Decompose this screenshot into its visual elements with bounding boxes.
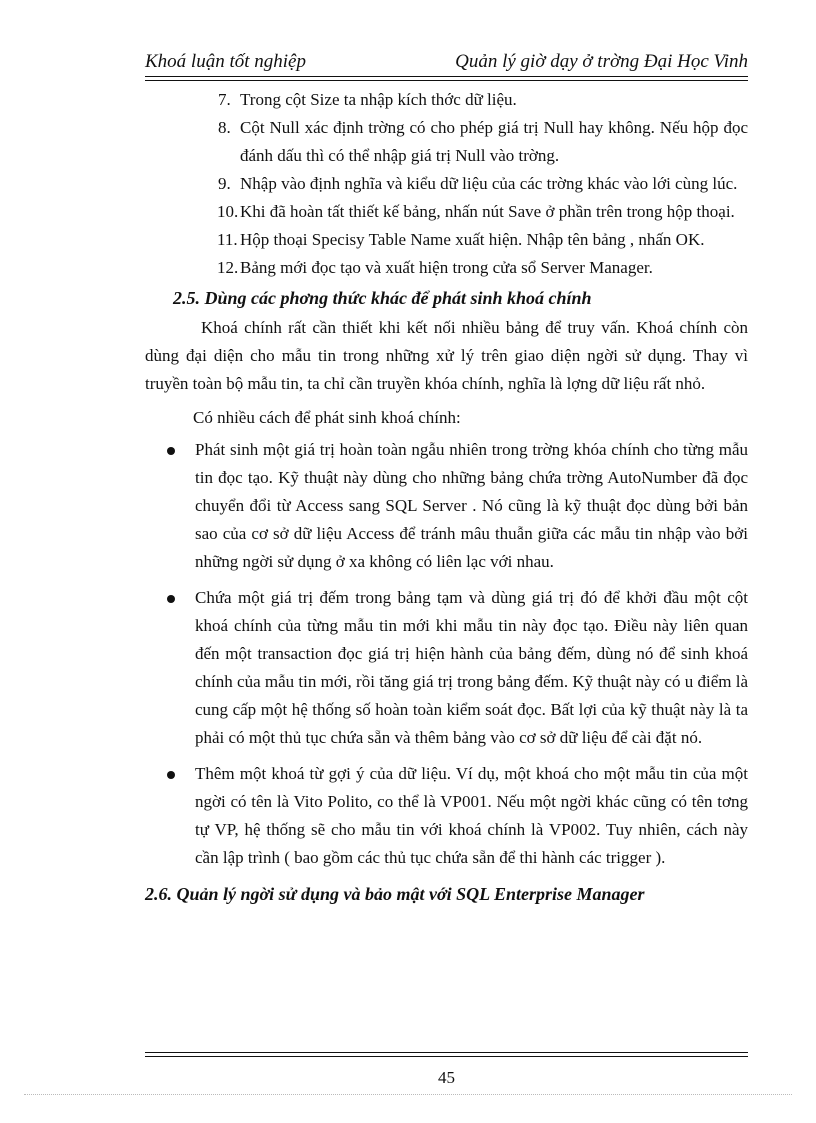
header-right-text: Quản lý giờ dạy ở trờng Đại Học Vinh (455, 51, 748, 72)
list-item-number: 8. (218, 118, 231, 137)
bullet-dot-icon (167, 595, 175, 603)
section-2-6-heading: 2.6. Quản lý ngời sử dụng và bảo mật với SQL Enterprise Manager (145, 884, 645, 904)
header-left-text: Khoá luận tốt nghiệp (145, 51, 306, 72)
list-item-text: Nhập vào định nghĩa và kiểu dữ liệu của các trờng khác vào lới cùng lúc. (240, 174, 738, 193)
page-number: 45 (438, 1068, 455, 1087)
footer-rule-double (145, 1056, 748, 1057)
list-item-number: 7. (218, 90, 231, 109)
header-rule (145, 76, 748, 77)
bullet-dot-icon (167, 447, 175, 455)
bullet-text: Phát sinh một giá trị hoàn toàn ngẫu nhiên trong trờng khóa chính cho từng mẫu tin đọc tạo. Kỹ thuật này dùng cho những bảng chứa trờng AutoNumber đã đọc chuyển đổi từ Access sang SQL Server . Nó cũng là kỹ thuật đọc dùng bởi bản sao của cơ sở dữ liệu Access để tránh mâu thuẫn giữa các mẫu tin nhập vào bởi những ngời sử dụng ở xa không có liên lạc với nhau. (195, 440, 748, 571)
list-item-text: Khi đã hoàn tất thiết kế bảng, nhấn nút Save ở phần trên trong hộp thoại. (240, 202, 735, 221)
list-item (145, 86, 748, 114)
page-content (145, 86, 748, 910)
list-item-text: Cột Null xác định trờng có cho phép giá trị Null hay không. Nếu hộp đọc đánh dấu thì có thể nhập giá trị Null vào trờng. (240, 118, 748, 165)
list-item-text: Trong cột Size ta nhập kích thớc dữ liệu. (240, 90, 517, 109)
bullet-item (145, 760, 748, 872)
list-item (145, 114, 748, 170)
section-2-5-intro: Có nhiều cách để phát sinh khoá chính: (193, 408, 461, 427)
bullet-item (145, 436, 748, 576)
list-item-number: 10. (217, 202, 239, 221)
list-item (145, 170, 748, 198)
header-rule-double (145, 80, 748, 81)
bullet-item (145, 584, 748, 752)
page-bottom-dotted-line (24, 1094, 792, 1095)
bullet-text: Chứa một giá trị đếm trong bảng tạm và dùng giá trị đó để khởi đầu một cột khoá chính của từng mẫu tin mới khi mẫu tin này đọc tạo. Điều này liên quan đến một transaction đọc giá trị hiện hành của bảng đếm, dùng nó để sinh khoá chính của mẫu tin mới, rồi tăng giá trị trong bảng đếm. Kỹ thuật này có u điểm là cung cấp một hệ thống số hoàn toàn kiểm soát đọc. Bất lợi của kỹ thuật này là ta phải có một thủ tục chứa sẵn và thêm bảng vào cơ sở dữ liệu để cài đặt nó. (195, 588, 748, 747)
list-item (145, 198, 748, 226)
list-item (145, 226, 748, 254)
bullet-dot-icon (167, 771, 175, 779)
section-2-5-heading: 2.5. Dùng các phơng thức khác để phát sinh khoá chính (173, 288, 592, 308)
list-item-number: 12. (217, 258, 239, 277)
list-item-text: Bảng mới đọc tạo và xuất hiện trong cửa sổ Server Manager. (240, 258, 653, 277)
section-2-5-paragraph: Khoá chính rất cần thiết khi kết nối nhiều bảng để truy vấn. Khoá chính còn dùng đại diện cho mẫu tin trong những xử lý trên giao diện ngời sử dụng. Thay vì truyền toàn bộ mẫu tin, ta chỉ cần truyền khóa chính, nghĩa là lợng dữ liệu rất nhỏ. (145, 318, 748, 393)
page-header (145, 48, 748, 76)
list-item (145, 254, 748, 282)
list-item-number: 11. (217, 230, 238, 249)
footer-rule (145, 1052, 748, 1053)
list-item-text: Hộp thoại Specisy Table Name xuất hiện. Nhập tên bảng , nhấn OK. (240, 230, 705, 249)
numbered-steps-list (145, 86, 748, 282)
list-item-number: 9. (218, 174, 231, 193)
bullet-text: Thêm một khoá từ gợi ý của dữ liệu. Ví dụ, một khoá cho một mẫu tin của một ngời có tên là Vito Polito, co thể là VP001. Nếu một ngời khác cũng có tên tơng tự VP, hệ thống sẽ cho mẫu tin với khoá chính là VP002. Tuy nhiên, cách này cần lập trình ( bao gồm các thủ tục chứa sẵn để thi hành các trigger ). (195, 764, 748, 867)
bullet-list (145, 436, 748, 872)
